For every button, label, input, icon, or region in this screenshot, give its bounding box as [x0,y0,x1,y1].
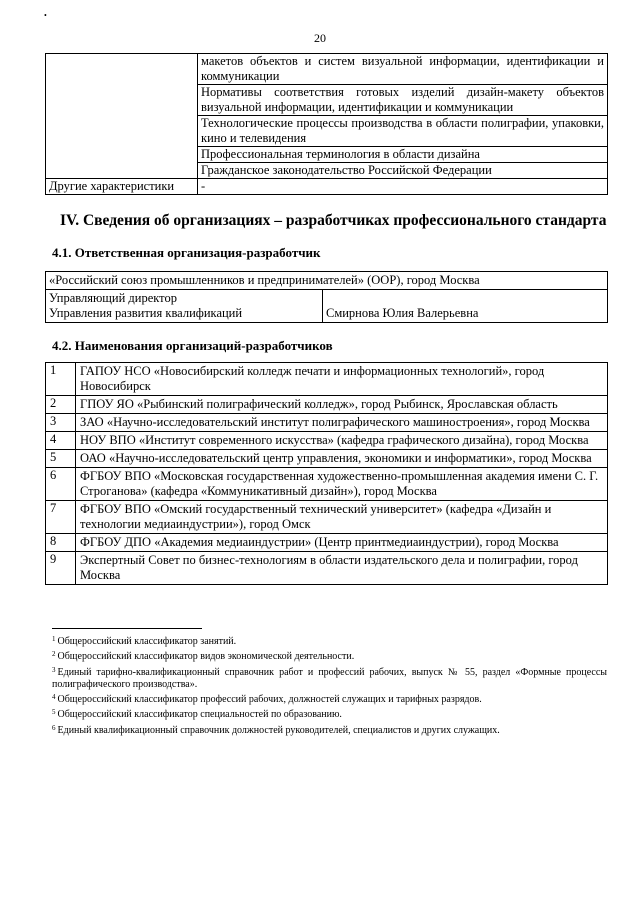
row-number: 7 [46,501,76,534]
row-number: 2 [46,396,76,414]
developer-org-name: ГАПОУ НСО «Новосибирский колледж печати и информационных технологий», город Новосибирск [76,363,608,396]
other-characteristics-value: - [198,179,608,195]
subsection-title-responsible: 4.1. Ответственная организация-разработчик [52,245,321,260]
subsection-title-developers: 4.2. Наименования организаций-разработчиков [52,338,333,353]
scan-mark: • [44,11,47,20]
section-title: IV. Сведения об организациях – разработчиках профессионального стандарта [60,212,607,229]
row-number: 3 [46,414,76,432]
position-line-2: Управления развития квалификаций [49,306,243,320]
footnote-mark: 1 [52,635,56,643]
footnote-text: Общероссийский классификатор специальностей по образованию. [57,709,342,721]
table-row [46,534,608,552]
position-cell [46,290,323,323]
footnote [52,664,607,692]
table-row [46,290,608,323]
table-row [46,450,608,468]
footnotes [52,633,607,737]
footnote-text: Общероссийский классификатор видов экономической деятельности. [57,651,355,663]
developer-org-name: Экспертный Совет по бизнес-технологиям в области издательского дела и полиграфии, город Москва [76,552,608,585]
table-cell: Гражданское законодательство Российской Федерации [198,163,608,179]
responsible-org-name: «Российский союз промышленников и предпринимателей» (ООР), город Москва [46,272,608,290]
person-name: Смирнова Юлия Валерьевна [323,290,608,323]
table-row [46,432,608,450]
table-cell: Технологические процессы производства в области полиграфии, упаковки, кино и телевидения [198,116,608,147]
developer-org-name: ФГБОУ ВПО «Омский государственный технический университет» (кафедра «Дизайн и технологии медиаиндустрии»), город Омск [76,501,608,534]
row-number: 6 [46,468,76,501]
table-row [46,363,608,396]
table-cell: Нормативы соответствия готовых изделий дизайн-макету объектов визуальной информации, идентификации и коммуникации [198,85,608,116]
footnote-text: Общероссийский классификатор занятий. [57,636,237,647]
developer-org-name: ОАО «Научно-исследовательский центр управления, экономики и информатики», город Москва [76,450,608,468]
footnote [52,691,607,706]
table-row [46,501,608,534]
position-line-1: Управляющий директор [49,291,177,305]
developer-org-name: ЗАО «Научно-исследовательский институт полиграфического машиностроения», город Москва [76,414,608,432]
table-row [46,468,608,501]
developer-org-name: ФГБОУ ДПО «Академия медиаиндустрии» (Центр принтмедиаиндустрии), город Москва [76,534,608,552]
table-row [46,552,608,585]
other-characteristics-label: Другие характеристики [46,179,198,195]
developer-org-name: ГПОУ ЯО «Рыбинский полиграфический колледж», город Рыбинск, Ярославская область [76,396,608,414]
footnote [52,706,607,721]
footnote [52,633,607,648]
row-number: 1 [46,363,76,396]
characteristics-table [45,53,608,195]
row-number: 4 [46,432,76,450]
table-row [46,54,608,85]
footnote-mark: 2 [52,650,56,659]
footnote [52,648,607,663]
footnote [52,722,607,737]
footnote-mark: 4 [52,693,56,702]
footnote-text: Единый квалификационный справочник должностей руководителей, специалистов и других служащих. [57,724,500,736]
table-cell: Профессиональная терминология в области дизайна [198,147,608,163]
table-row [46,272,608,290]
developer-org-name: НОУ ВПО «Институт современного искусства» (кафедра графического дизайна), город Москва [76,432,608,450]
footnote-divider [52,628,202,629]
footnote-mark: 3 [52,665,56,674]
table-row [46,396,608,414]
footnote-text: Общероссийский классификатор профессий рабочих, должностей служащих и тарифных разрядов. [57,694,482,706]
page-number: 20 [314,31,326,45]
developers-table [45,362,608,585]
table-row [46,414,608,432]
table-row [46,179,608,195]
responsible-org-table [45,271,608,323]
table-cell: макетов объектов и систем визуальной информации, идентификации и коммуникации [198,54,608,85]
row-number: 8 [46,534,76,552]
footnote-text: Единый тарифно-квалификационный справочник работ и профессий рабочих, выпуск № 55, раздел «Формные процессы полиграфического производства». [52,666,607,690]
row-number: 5 [46,450,76,468]
developer-org-name: ФГБОУ ВПО «Московская государственная художественно-промышленная академия имени С. Г. Строганова» (кафедра «Коммуникативный дизайн»), город Москва [76,468,608,501]
empty-cell [46,54,198,179]
footnote-mark: 5 [52,708,56,717]
row-number: 9 [46,552,76,585]
footnote-mark: 6 [52,723,56,732]
